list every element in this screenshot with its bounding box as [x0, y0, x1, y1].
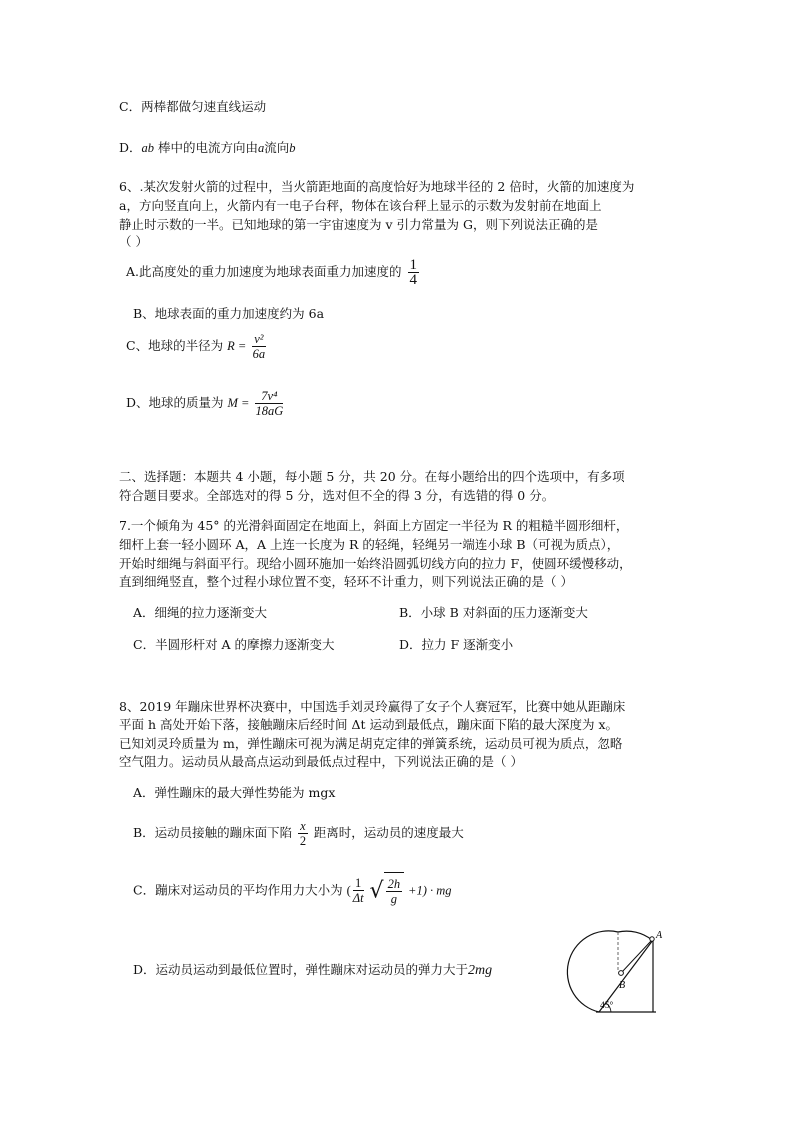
label-angle: 45°	[600, 1001, 614, 1011]
q7-option-b: B．小球 B 对斜面的压力逐渐变大	[399, 605, 588, 620]
rope	[622, 941, 651, 972]
ring-a	[650, 937, 654, 941]
q8-stem-line-2: 平面 h 高处开始下落，接触蹦床后经时间 Δt 运动到最低点，蹦床面下陷的最大深度为 x。	[119, 717, 619, 732]
q6-option-a: A.此高度处的重力加速度为地球表面重力加速度的 $\frac{1}{4}$	[126, 257, 417, 288]
semicircle-rod	[567, 931, 618, 1012]
q8-option-b: B．运动员接触的蹦床面下陷 $\frac{x}{2}$ 距离时，运动员的速度最大	[133, 819, 464, 848]
q7-option-a: A．细绳的拉力逐渐变大	[133, 605, 268, 620]
q8-stem-line-3: 已知刘灵玲质量为 m，弹性蹦床可视为满足胡克定律的弹簧系统，运动员可视为质点，忽略	[119, 736, 623, 751]
q7-stem-line-2: 细杆上套一轻小圆环 A，A 上连一长度为 R 的轻绳，轻绳另一端连小球 B（可视为质点），	[119, 537, 620, 552]
q8-option-c: C．蹦床对运动员的平均作用力大小为 ( $\frac{1}{\Delta t}$ √ $\frac{2h}{g}$ +1) · mg	[133, 872, 452, 910]
q6-stem-line-1: 6、.某次发射火箭的过程中，当火箭距地面的高度恰好为地球半径的 2 倍时，火箭的加速度为	[119, 179, 635, 194]
q7-stem-line-1: 7.一个倾角为 45° 的光滑斜面固定在地面上，斜面上方固定一半径为 R 的粗糙半圆形细杆，	[119, 518, 629, 533]
q6-option-c: C、地球的半径为 R = $\frac{\text{v²}}{6a}$	[126, 332, 266, 361]
q7-option-d: D．拉力 F 逐渐变小	[399, 637, 514, 652]
q7-stem-line-4: 直到细绳竖直，整个过程小球位置不变，轻环不计重力，则下列说法正确的是（ ）	[119, 574, 573, 589]
q6-option-b: B、地球表面的重力加速度约为 6a	[133, 306, 325, 321]
label-b: B	[619, 980, 626, 991]
q6-option-d: D、地球的质量为 M = $\frac{\text{7v⁴}}{18aG}$	[126, 389, 284, 418]
q8-option-d: D．运动员运动到最低位置时，弹性蹦床对运动员的弹力大于2mg	[133, 962, 493, 978]
q6-option-a-fraction: $\frac{1}{4}$	[409, 257, 417, 288]
q8-option-c-fraction: $\frac{1}{\Delta t}$	[352, 876, 364, 906]
q7-stem-line-3: 开始时细绳与斜面平行。现给小圆环施加一始终沿圆弧切线方向的拉力 F，使圆环缓慢移动，	[119, 556, 632, 571]
label-a: A	[656, 930, 663, 941]
q5-option-d: D．ab 棒中的电流方向由a流向b	[119, 140, 296, 155]
q8-option-b-fraction: $\frac{x}{2}$	[299, 819, 307, 848]
q8-option-a: A．弹性蹦床的最大弹性势能为 mgx	[133, 785, 336, 800]
q6-stem-line-4: （ ）	[119, 234, 148, 249]
q8-stem-line-1: 8、2019 年蹦床世界杯决赛中，中国选手刘灵玲赢得了女子个人赛冠军，比赛中她从距蹦床	[119, 699, 626, 714]
section-2-heading-line-1: 二、选择题：本题共 4 小题，每小题 5 分，共 20 分。在每小题给出的四个选项中，有多项	[119, 469, 625, 484]
semicircle-rod-upper	[618, 931, 652, 940]
q7-option-c: C．半圆形杆对 A 的摩擦力逐渐变大	[133, 637, 335, 652]
q6-option-d-fraction: $\frac{\text{7v⁴}}{18aG}$	[255, 389, 284, 418]
q5-option-c: C．两棒都做匀速直线运动	[119, 99, 267, 114]
ball-b	[619, 971, 624, 976]
q7-figure	[566, 926, 678, 1016]
section-2-heading-line-2: 符合题目要求。全部选对的得 5 分，选对但不全的得 3 分，有选错的得 0 分。	[119, 488, 555, 503]
q8-option-c-sqrt: √ $\frac{2h}{g}$	[370, 872, 405, 910]
q8-stem-line-4: 空气阻力。运动员从最高点运动到最低点过程中，下列说法正确的是（ ）	[119, 754, 523, 769]
q6-stem-line-2: a，方向竖直向上，火箭内有一电子台秤，物体在该台秤上显示的示数为发射前在地面上	[119, 198, 602, 213]
q6-option-c-fraction: $\frac{\text{v²}}{6a}$	[252, 332, 266, 361]
q6-stem-line-3: 静止时示数的一半。已知地球的第一宇宙速度为 v 引力常量为 G，则下列说法正确的是	[119, 217, 598, 232]
